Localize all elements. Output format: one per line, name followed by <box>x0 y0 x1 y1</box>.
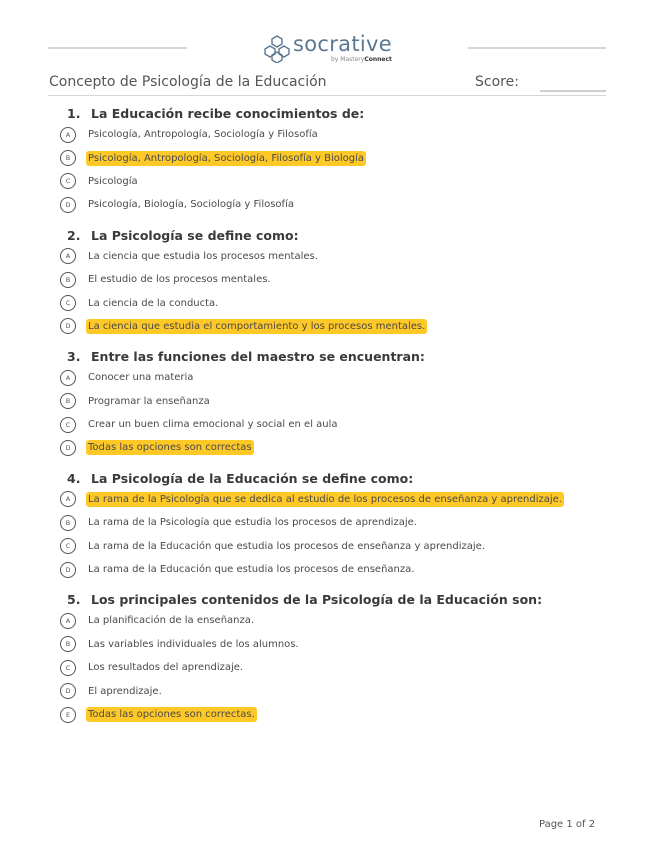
option-letter-circle: D <box>60 562 76 578</box>
option-text: La ciencia que estudia los procesos mentales. <box>88 250 318 262</box>
question-number: 2. <box>67 227 81 243</box>
correct-answer-text: La ciencia que estudia el comportamiento y los procesos mentales. <box>88 320 426 332</box>
answer-option <box>60 633 620 656</box>
question-4 <box>60 469 620 582</box>
option-letter-circle: D <box>60 197 76 213</box>
question-text: Los principales contenidos de la Psicología de la Educación son: <box>91 592 543 608</box>
question-title <box>60 469 620 488</box>
logo-wordmark: socrative <box>293 32 392 56</box>
answer-option <box>60 170 620 193</box>
hexagon-cluster-icon <box>262 33 292 63</box>
question-text: La Psicología de la Educación se define como: <box>91 470 414 486</box>
question-text: La Psicología se define como: <box>91 227 299 243</box>
correct-answer-text: Todas las opciones son correctas <box>88 442 252 454</box>
answer-option <box>60 245 620 268</box>
option-text: Programar la enseñanza <box>88 395 210 407</box>
option-letter-circle: B <box>60 393 76 409</box>
option-letter-circle: B <box>60 272 76 288</box>
option-letter-circle: C <box>60 295 76 311</box>
question-title <box>60 104 620 123</box>
answer-option <box>60 390 620 413</box>
logo-byline: by MasteryConnect <box>331 56 392 63</box>
option-letter-circle: C <box>60 660 76 676</box>
option-text: Psicología, Biología, Sociología y Filosofía <box>88 199 294 211</box>
answer-option <box>60 558 620 581</box>
option-text: Los resultados del aprendizaje. <box>88 662 244 674</box>
header-rule <box>48 95 606 96</box>
answer-option <box>60 291 620 314</box>
question-3 <box>60 347 620 460</box>
answer-option <box>60 268 620 291</box>
option-letter-circle: B <box>60 515 76 531</box>
option-letter-circle: A <box>60 613 76 629</box>
question-title <box>60 590 620 609</box>
option-text: Psicología <box>88 175 138 187</box>
answer-option <box>60 193 620 216</box>
answer-option <box>60 609 620 632</box>
question-number: 4. <box>67 470 81 486</box>
option-text: Psicología, Antropología, Sociología y Filosofía <box>88 129 318 141</box>
answer-option <box>60 534 620 557</box>
option-letter-circle: A <box>60 127 76 143</box>
answer-option <box>60 146 620 169</box>
option-text: La planificación de la enseñanza. <box>88 615 255 627</box>
option-letter-circle: A <box>60 370 76 386</box>
question-number: 1. <box>67 106 81 121</box>
header-divider-right <box>468 47 606 49</box>
option-letter-circle: D <box>60 683 76 699</box>
answer-option <box>60 366 620 389</box>
option-letter-circle: C <box>60 538 76 554</box>
option-text: La rama de la Psicología que estudia los procesos de aprendizaje. <box>88 517 417 529</box>
answer-option <box>60 488 620 511</box>
answer-option <box>60 679 620 702</box>
answer-option <box>60 315 620 338</box>
question-text: La Educación recibe conocimientos de: <box>91 106 365 121</box>
question-text: Entre las funciones del maestro se encuentran: <box>91 349 425 365</box>
option-letter-circle: C <box>60 173 76 189</box>
question-number: 3. <box>67 349 81 365</box>
correct-answer-text: La rama de la Psicología que se dedica al estudio de los procesos de enseñanza y aprendizaje. <box>88 493 562 505</box>
option-text: Crear un buen clima emocional y social en el aula <box>88 419 338 431</box>
question-2 <box>60 226 620 339</box>
answer-option <box>60 413 620 436</box>
answer-option <box>60 436 620 459</box>
score-label: Score: <box>475 74 519 90</box>
option-text: La rama de la Educación que estudia los procesos de enseñanza. <box>88 564 415 576</box>
answer-option <box>60 123 620 146</box>
header-divider-left <box>48 47 187 49</box>
socrative-logo <box>262 32 397 68</box>
correct-answer-text: Psicología, Antropología, Sociología, Filosofía y Biología <box>88 152 365 164</box>
page-number: Page 1 of 2 <box>539 819 596 830</box>
question-5 <box>60 590 620 726</box>
option-text: La rama de la Educación que estudia los procesos de enseñanza y aprendizaje. <box>88 540 486 552</box>
option-letter-circle: B <box>60 150 76 166</box>
question-number: 5. <box>67 592 81 608</box>
option-letter-circle: E <box>60 707 76 723</box>
option-letter-circle: D <box>60 440 76 456</box>
question-title <box>60 226 620 245</box>
answer-option <box>60 703 620 726</box>
quiz-title: Concepto de Psicología de la Educación <box>49 74 327 90</box>
option-text: Las variables individuales de los alumnos. <box>88 638 299 650</box>
answer-option <box>60 656 620 679</box>
option-letter-circle: B <box>60 636 76 652</box>
question-title <box>60 347 620 366</box>
answer-option <box>60 511 620 534</box>
question-1 <box>60 104 620 217</box>
correct-answer-text: Todas las opciones son correctas. <box>88 709 255 720</box>
option-text: La ciencia de la conducta. <box>88 297 219 309</box>
option-text: El aprendizaje. <box>88 685 162 697</box>
option-text: Conocer una materia <box>88 372 194 384</box>
option-letter-circle: C <box>60 417 76 433</box>
option-letter-circle: A <box>60 248 76 264</box>
option-letter-circle: D <box>60 318 76 334</box>
score-line <box>540 90 606 92</box>
question-list <box>60 104 620 735</box>
option-text: El estudio de los procesos mentales. <box>88 274 271 286</box>
option-letter-circle: A <box>60 491 76 507</box>
